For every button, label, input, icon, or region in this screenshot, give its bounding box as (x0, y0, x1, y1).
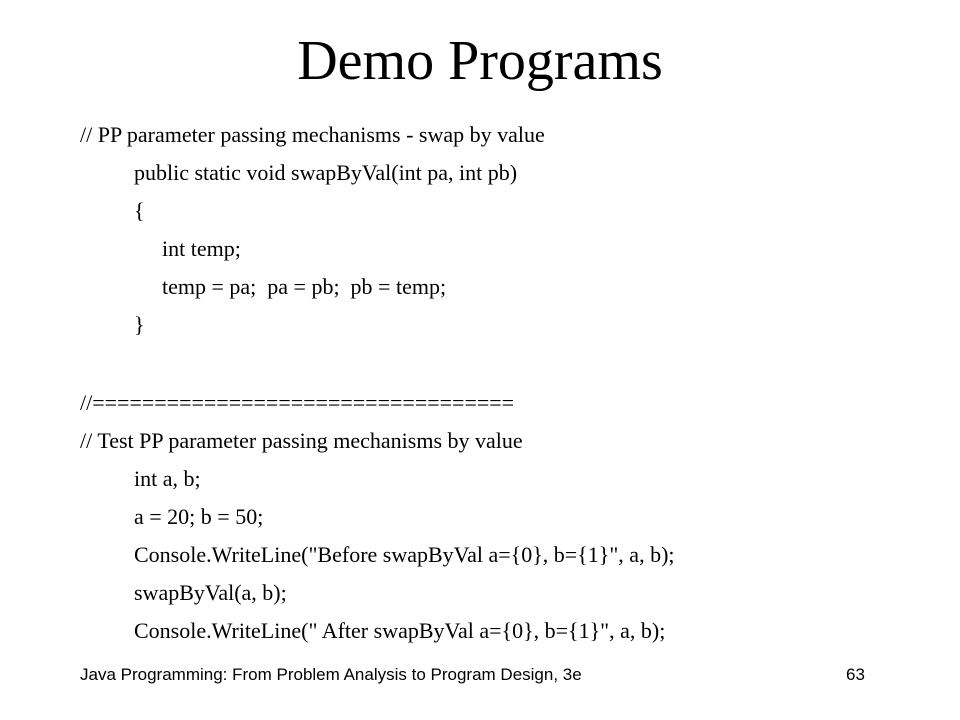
code-line-assign-ab: a = 20; b = 50; (134, 504, 264, 529)
code-line-writeline-before: Console.WriteLine("Before swapByVal a={0}, b={1}", a, b); (134, 542, 675, 567)
code-line-comment-test: // Test PP parameter passing mechanisms by value (80, 428, 523, 453)
code-line-swap-statements: temp = pa; pa = pb; pb = temp; (162, 274, 447, 299)
page-number: 63 (846, 665, 865, 684)
footer-book-title: Java Programming: From Problem Analysis to Program Design, 3e (80, 665, 582, 684)
slide-title: Demo Programs (297, 30, 663, 92)
code-line-call-swap: swapByVal(a, b); (134, 580, 287, 605)
code-line-writeline-after: Console.WriteLine(" After swapByVal a={0}, b={1}", a, b); (134, 618, 666, 643)
code-line-close-brace: } (134, 312, 145, 337)
code-line-comment-swap: // PP parameter passing mechanisms - swap by value (80, 122, 545, 147)
code-line-separator: //================================== (80, 390, 515, 415)
code-line-declare-temp: int temp; (162, 236, 241, 261)
code-line-open-brace: { (134, 198, 145, 223)
code-line-declare-ab: int a, b; (134, 466, 201, 491)
code-line-method-signature: public static void swapByVal(int pa, int pb) (134, 160, 518, 185)
